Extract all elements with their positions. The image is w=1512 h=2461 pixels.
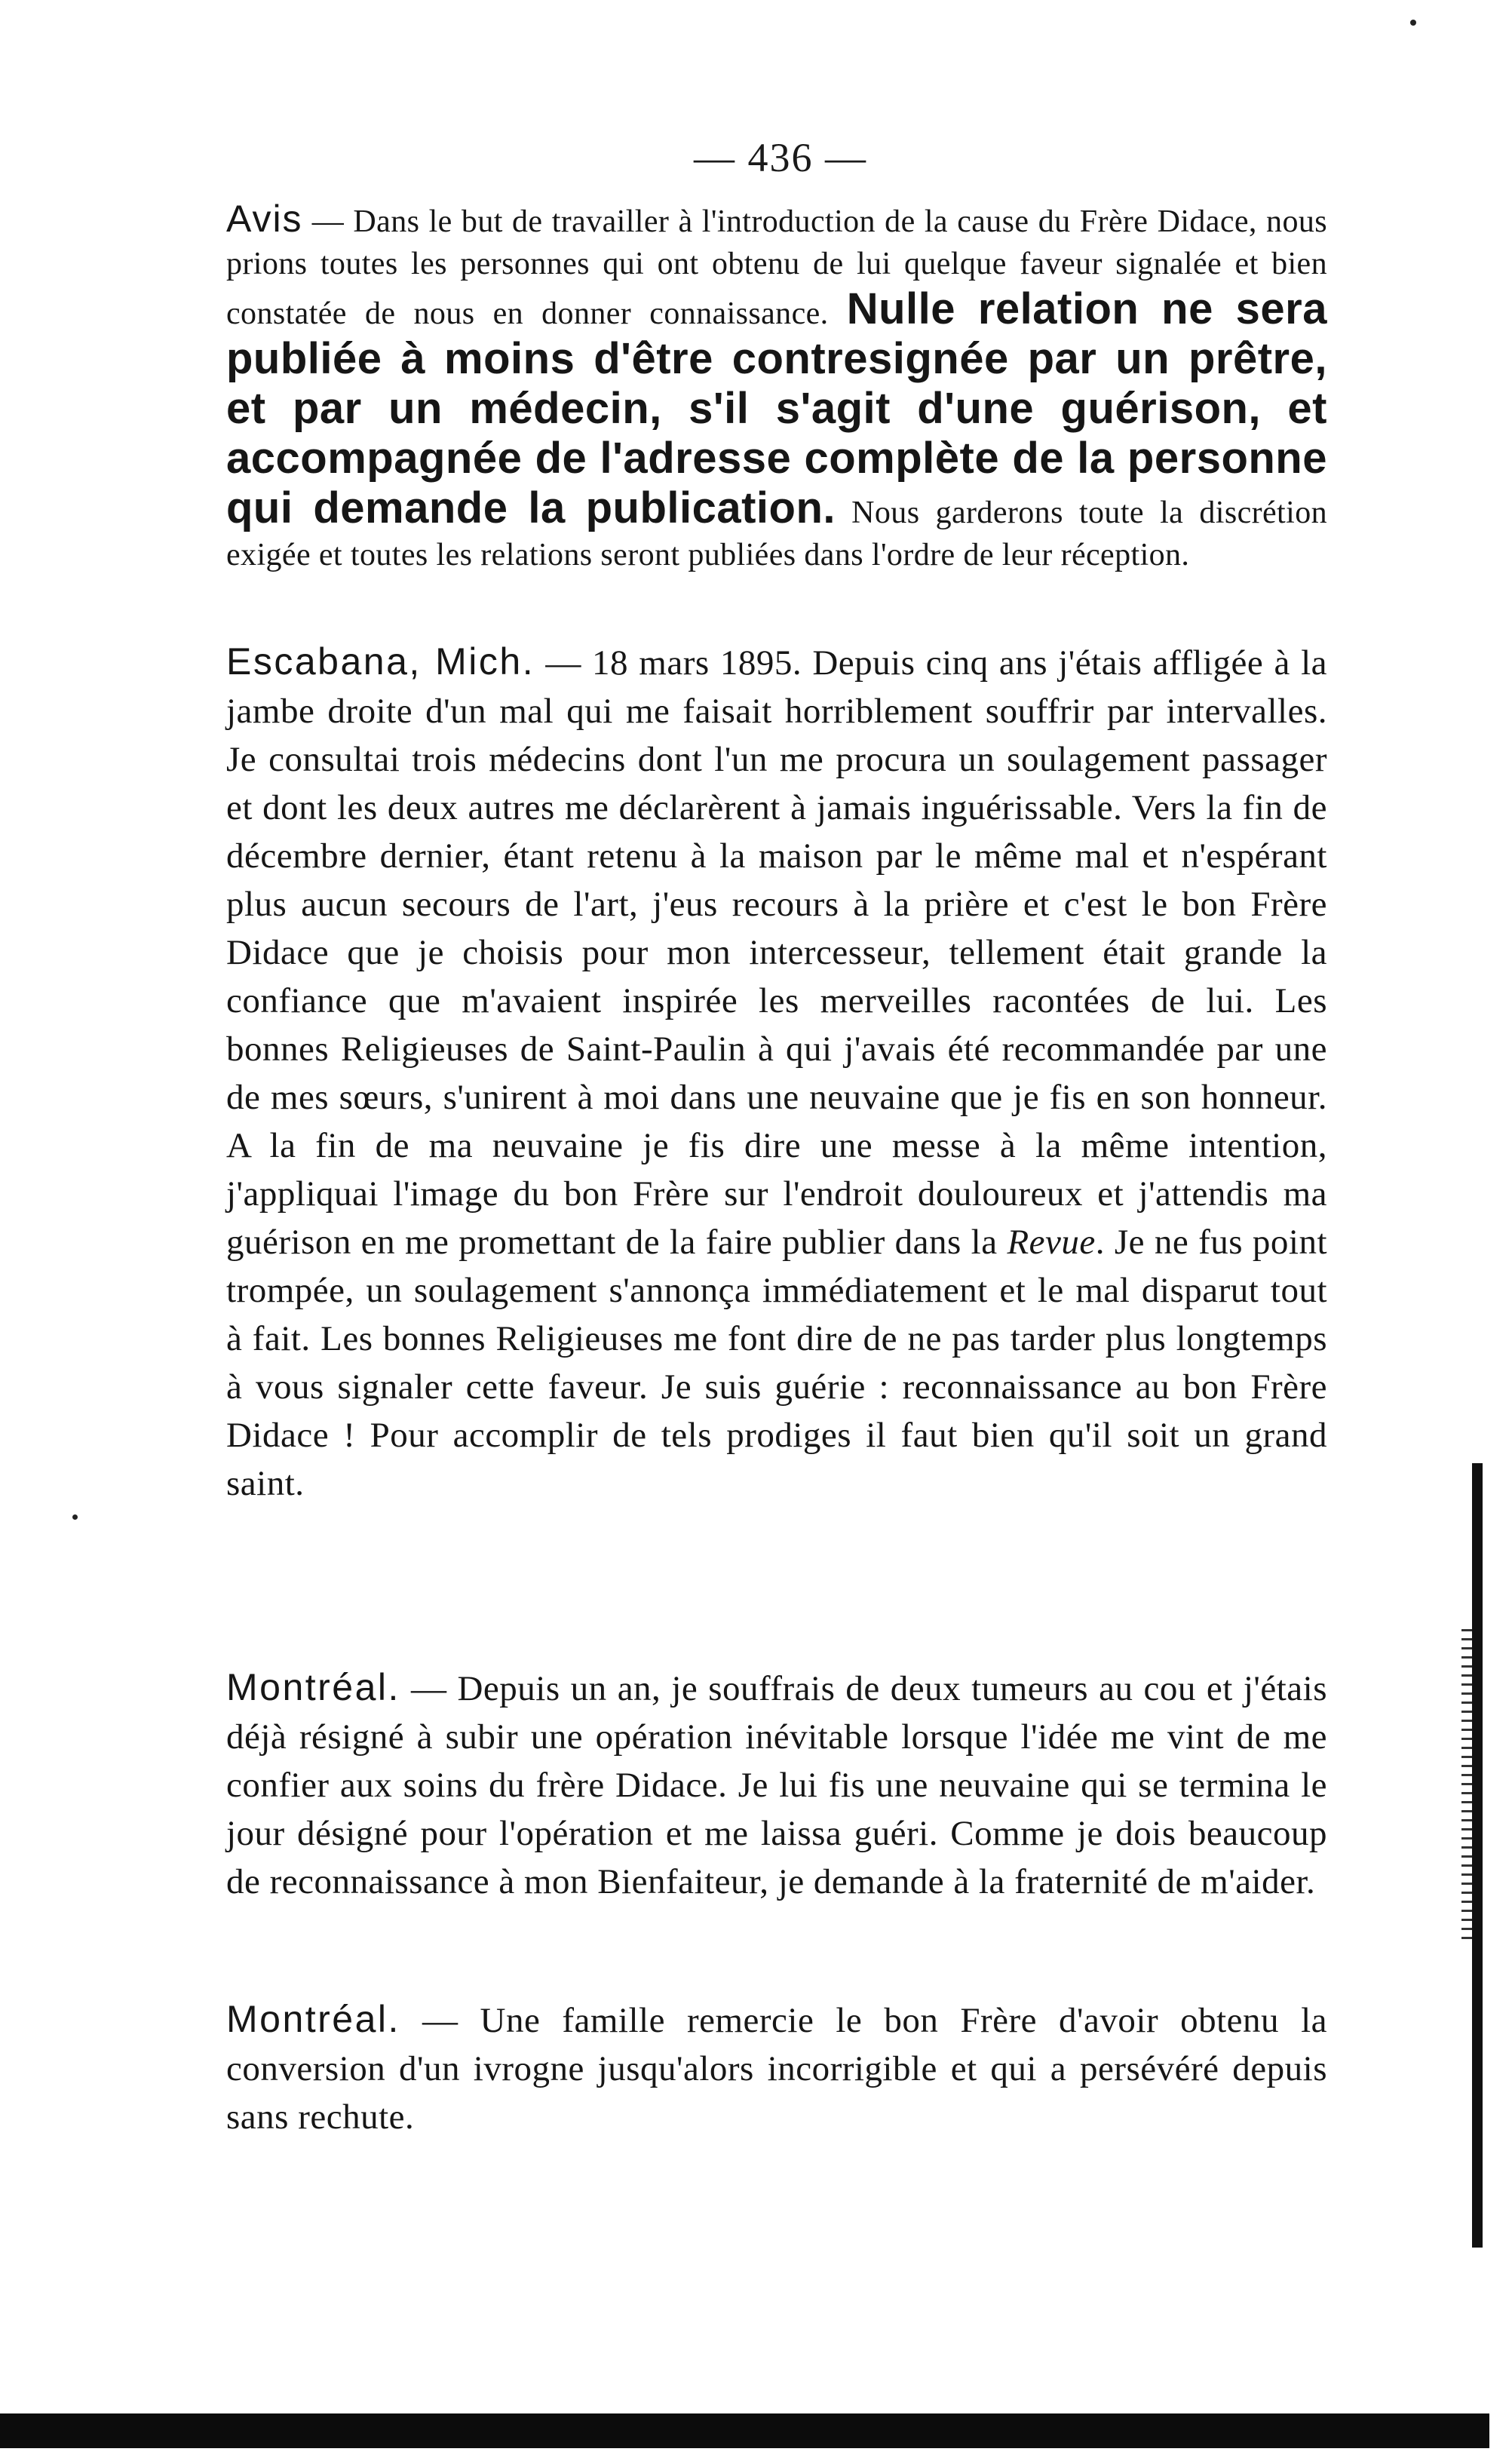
testimony-place: Montréal.: [226, 1666, 400, 1708]
testimony-text: — 18 mars 1895. Depuis cinq ans j'étais affligée à la jambe droite d'un mal qui me faisait horriblement souffrir par intervalles. Je consultai trois médecins dont l'un me procura un soulagement passager et dont les deux autres me déclarèrent à jamais inguérissable. Vers la fin de décembre dernier, étant retenu à la maison par le même mal et n'espérant plus aucun secours de l'art, j'eus recours à la prière et c'est le bon Frère Didace que je choisis pour mon intercesseur, tellement était grande la confiance que m'avaient inspirée les merveilles racontées de lui. Les bonnes Religieuses de Saint-Paulin à qui j'avais été recommandée par une de mes sœurs, s'unirent à moi dans une neuvaine que je fis en son honneur. A la fin de ma neuvaine je fis dire une messe à la même intention, j'appliquai l'image du bon Frère sur l'endroit douloureux et j'attendis ma guérison en me promettant de la faire publier dans la: [226, 643, 1327, 1262]
notice-intro: — Dans le but de travailler à l'introduction de la cause du Frère Didace, nous prions toutes les personnes qui ont obtenu de lui quelque faveur signalée et bien constatée de nous en donner connaissance.: [226, 204, 1327, 331]
notice-bold-requirement: Nulle relation ne sera publiée à moins d'être contresignée par un prêtre, et par un médecin, s'il s'agit d'une guérison, et accompagnée de l'adresse complète de la personne qui demande la publication.: [226, 284, 1327, 532]
testimony-place: Montréal.: [226, 1998, 400, 2040]
testimony-escabana: [226, 637, 1327, 1508]
testimony-montreal-tumeurs: [226, 1663, 1327, 1906]
notice-paragraph: [226, 198, 1327, 576]
testimony-text: — Une famille remercie le bon Frère d'avoir obtenu la conversion d'un ivrogne jusqu'alors incorrigible et qui a persévéré depuis sans rechute.: [226, 2001, 1327, 2137]
testimony-montreal-conversion: [226, 1995, 1327, 2141]
scan-edge-bar: [1472, 1463, 1483, 2248]
testimony-place: Escabana, Mich.: [226, 640, 535, 683]
revue-title: Revue: [1007, 1223, 1096, 1262]
page-number: — 436 —: [694, 135, 867, 180]
scan-edge-noise: [1461, 1629, 1472, 1946]
notice-heading: Avis: [226, 198, 303, 240]
notice-closing: Nous garderons toute la discrétion exigée et toutes les relations seront publiées dans l'ordre de leur réception.: [226, 496, 1327, 572]
testimony-text: — Depuis un an, je souffrais de deux tumeurs au cou et j'étais déjà résigné à subir une opération inévitable lorsque l'idée me vint de me confier aux soins du frère Didace. Je lui fis une neuvaine qui se termina le jour désigné pour l'opération et me laissa guéri. Comme je dois beaucoup de reconnaissance à mon Bienfaiteur, je demande à la fraternité de m'aider.: [226, 1669, 1327, 1901]
testimony-text-end: . Je ne fus point trompée, un soulagement s'annonça immédiatement et le mal disparut tout à fait. Les bonnes Religieuses me font dire de ne pas tarder plus longtemps à vous signaler cette faveur. Je suis guérie : reconnaissance au bon Frère Didace ! Pour accomplir de tels prodiges il faut bien qu'il soit un grand saint.: [226, 1223, 1328, 1503]
speck-mark: [1410, 20, 1416, 26]
scan-bottom-border: [0, 2413, 1489, 2448]
speck-mark: [72, 1514, 78, 1520]
